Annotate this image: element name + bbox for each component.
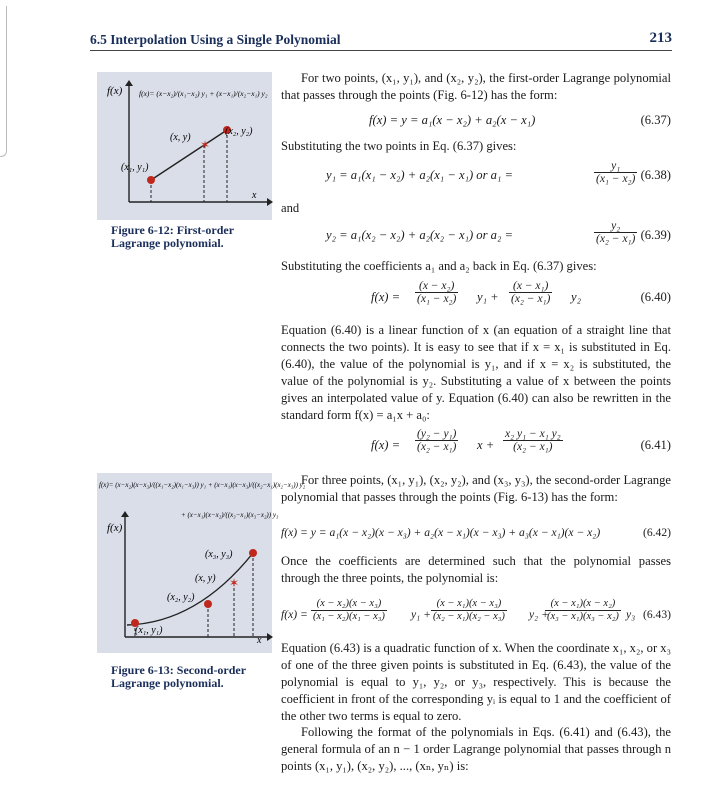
para-quadratic-function: Equation (6.43) is a quadratic function of x. When the coordinate x₁, x₂, or x₃ of one of the three given points is substituted in Eq. (6.43), the value of the polynomial is equal to y₁, y₂, or y₃, respectively. This is because the coefficient in front of the corresponding yᵢ is equal to 1 and the coefficient of the other two terms is equal to zero.: [281, 641, 671, 723]
eq-6-42: f(x) = y = a₁(x − x₂)(x − x₃) + a₂(x − x₁)(x − x₃) + a₃(x − x₁)(x − x₂) (6.42): [281, 526, 671, 539]
eq-6-40: f(x) = $\frac{\text{(x − x₂)}}{\text{(x₁ − x₂)}}$ y₁ + $\frac{\text{(x − x₁)}}{\text{(x₂ − x₁)}}$ y₂ (6.40): [371, 280, 671, 305]
fig13-interp-marker: ✶: [229, 576, 240, 590]
running-header: [90, 28, 672, 51]
para-substituting: Substituting the two points in Eq. (6.37) gives:: [281, 139, 517, 153]
fig12-x-label: x: [252, 190, 257, 201]
para-substituting-coefficients: Substituting the coefficients a₁ and a₂ back in Eq. (6.37) gives:: [281, 259, 597, 273]
figure-6-13-caption: Figure 6-13: Second-order Lagrange polynomial.: [111, 663, 246, 690]
fig12-p2-label: (x₂, y₂): [225, 126, 253, 137]
fig12-fx-label: f(x): [107, 85, 123, 97]
para-first-order-intro: For two points, (x₁, y₁), and (x₂, y₂), the first-order Lagrange polynomial that passes through the points (Fig. 6-12) has the form:: [281, 71, 671, 102]
section-title: 6.5 Interpolation Using a Single Polynomial: [90, 32, 341, 47]
para-three-points: For three points, (x₁, y₁), (x₂, y₂), and (x₃, y₃), the second-order Lagrange polynomial that passes through the points (Fig. 6-13) has the form:: [281, 473, 671, 504]
eq-6-38: y₁ = a₁(x₁ − x₂) + a₂(x₁ − x₁) or a₁ = $\frac{\text{y₁}}{\text{(x₁ − x₂)}}$ (6.38): [326, 160, 671, 185]
fig13-p1-label: (x₁, y₁): [135, 625, 163, 636]
eq-6-43: f(x) = $\frac{\text{(x − x₂)(x − x₃)}}{\text{(x₁ − x₂)(x₁ − x₃)}}$ y₁ + $\frac{\text{(x − x₁)(x − x₃)}}{\text{(x₂ − x₁)(x₂ − x₃)}}$ y₂ + $\frac{\text{(x − x₁)(x − x₂)}}{\text{(x₃ − x₁)(x₃ − x₂)}}$ y₃ (6.43): [281, 598, 671, 622]
page-edge-mark: [0, 6, 7, 157]
fig12-pm-label: (x, y): [170, 132, 191, 143]
fig13-p3-label: (x₃, y₃): [205, 549, 233, 560]
eq-6-37: f(x) = y = a₁(x − x₂) + a₂(x − x₁) (6.37): [369, 113, 671, 127]
fig13-p2-label: (x₂, y₂): [167, 592, 195, 603]
figure-6-13: [97, 473, 306, 653]
figure-6-12-graphic: [97, 72, 272, 220]
para-coefficients-determined: Once the coefficients are determined such that the polynomial passes through the three points, the polynomial is:: [281, 554, 671, 585]
fig13-point3: [249, 549, 257, 557]
fig13-x-label: x: [257, 635, 262, 646]
fig13-point2: [204, 600, 212, 608]
fig12-interp-marker: ✶: [200, 138, 211, 152]
figure-6-12: [97, 72, 272, 220]
figure-6-12-caption: Figure 6-12: First-order Lagrange polynomial.: [111, 223, 234, 250]
para-general-formula: Following the format of the polynomials in Eqs. (6.41) and (6.43), the general formula of an n − 1 order Lagrange polynomial that passes through n points (x₁, y₁), (x₂, y₂), ..., (xₙ, yₙ) is:: [281, 725, 671, 773]
para-linear-function: Equation (6.40) is a linear function of x (an equation of a straight line that connects the two points). It is easy to see that if x = x₁ is substituted in Eq. (6.40), the value of the polynomial is y₁, and if x = x₂ is substituted, the value of the polynomial is y₂. Substituting a value of x between the points gives an interpolated value of y. Equation (6.40) can also be rewritten in the standard form f(x) = a₁x + a₀:: [281, 323, 671, 422]
page-number: 213: [649, 30, 672, 46]
fig13-pm-label: (x, y): [195, 573, 216, 584]
eq-6-41: f(x) = $\frac{\text{(y₂ − y₁)}}{\text{(x₂ − x₁)}}$ x + $\frac{\text{x₂ y₁ − x₁ y₂}}{\text{(x₂ − x₁)}}$ (6.41): [371, 428, 671, 453]
fig13-formula-line2: + (x−x₁)(x−x₂)/((x₃−x₁)(x₃−x₂)) y₃: [181, 511, 279, 519]
fig12-formula: f(x)= (x−x₂)/(x₁−x₂) y₁ + (x−x₁)/(x₂−x₁) y₂: [139, 89, 268, 98]
figure-6-13-graphic: [97, 473, 306, 653]
fig12-point1: [147, 176, 155, 184]
fig13-fx-label: f(x): [107, 522, 123, 534]
word-and: and: [281, 201, 300, 215]
fig13-formula-line1: f(x)= (x−x₂)(x−x₃)/((x₁−x₂)(x₁−x₃)) y₁ + (x−x₁)(x−x₃)/((x₂−x₁)(x₂−x₃)) y₂: [99, 481, 306, 489]
fig12-p1-label: (x₁, y₁): [121, 162, 149, 173]
eq-6-39: y₂ = a₁(x₂ − x₂) + a₂(x₂ − x₁) or a₂ = $\frac{\text{y₂}}{\text{(x₂ − x₁)}}$ (6.39): [326, 220, 671, 245]
